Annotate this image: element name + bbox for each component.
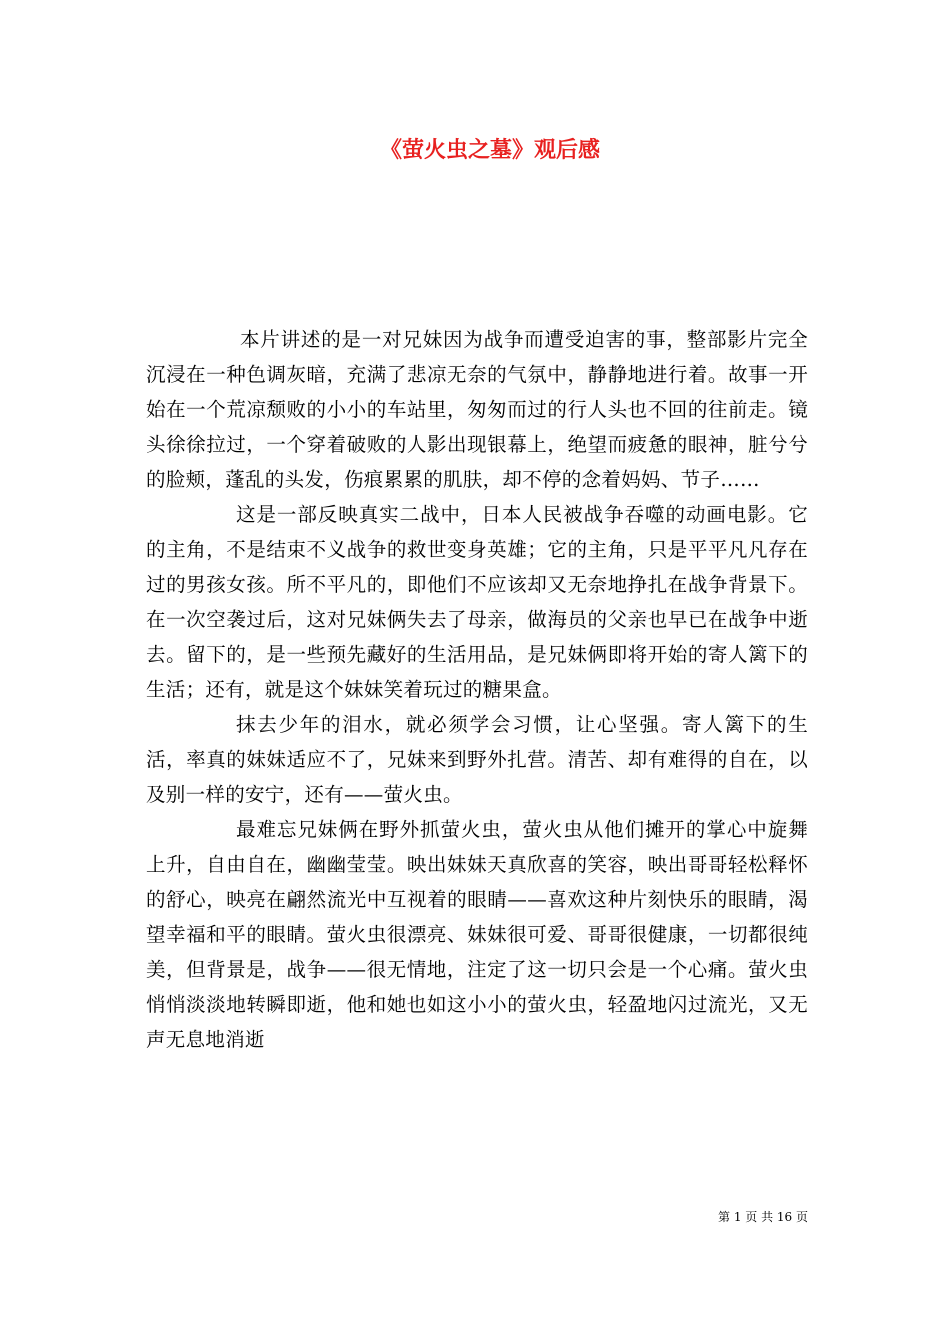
- document-title: 《萤火虫之墓》观后感: [380, 137, 601, 163]
- page-number-footer: 第 1 页 共 16 页: [718, 1210, 808, 1224]
- paragraph-2: 这是一部反映真实二战中，日本人民被战争吞噬的动画电影。它的主角，不是结束不义战争的救世变身英雄；它的主角，只是平平凡凡存在过的男孩女孩。所不平凡的，即他们不应该却又无奈地挣扎在战争背景下。在一次空袭过后，这对兄妹俩失去了母亲，做海员的父亲也早已在战争中逝去。留下的，是一些预先藏好的生活用品，是兄妹俩即将开始的寄人篱下的生活；还有，就是这个妹妹笑着玩过的糖果盒。: [146, 503, 808, 701]
- paragraph-4: 最难忘兄妹俩在野外抓萤火虫，萤火虫从他们摊开的掌心中旋舞上升，自由自在，幽幽莹莹。映出妹妹天真欣喜的笑容，映出哥哥轻松释怀的舒心，映亮在翩然流光中互视着的眼睛——喜欢这种片刻快乐的眼睛，渴望幸福和平的眼睛。萤火虫很漂亮、妹妹很可爱、哥哥很健康，一切都很纯美，但背景是，战争——很无情地，注定了这一切只会是一个心痛。萤火虫悄悄淡淡地转瞬即逝，他和她也如这小小的萤火虫，轻盈地闪过流光，又无声无息地消逝: [146, 818, 808, 1051]
- document-body: [146, 322, 808, 1057]
- paragraph-3: 抹去少年的泪水，就必须学会习惯，让心坚强。寄人篱下的生活，率真的妹妹适应不了，兄妹来到野外扎营。清苦、却有难得的自在，以及别一样的安宁，还有——萤火虫。: [146, 713, 808, 806]
- paragraph-1: 本片讲述的是一对兄妹因为战争而遭受迫害的事，整部影片完全沉浸在一种色调灰暗，充满了悲凉无奈的气氛中，静静地进行着。故事一开始在一个荒凉颓败的小小的车站里，匆匆而过的行人头也不回的往前走。镜头徐徐拉过，一个穿着破败的人影出现银幕上，绝望而疲惫的眼神，脏兮兮的脸颊，蓬乱的头发，伤痕累累的肌肤，却不停的念着妈妈、节子……: [146, 328, 808, 491]
